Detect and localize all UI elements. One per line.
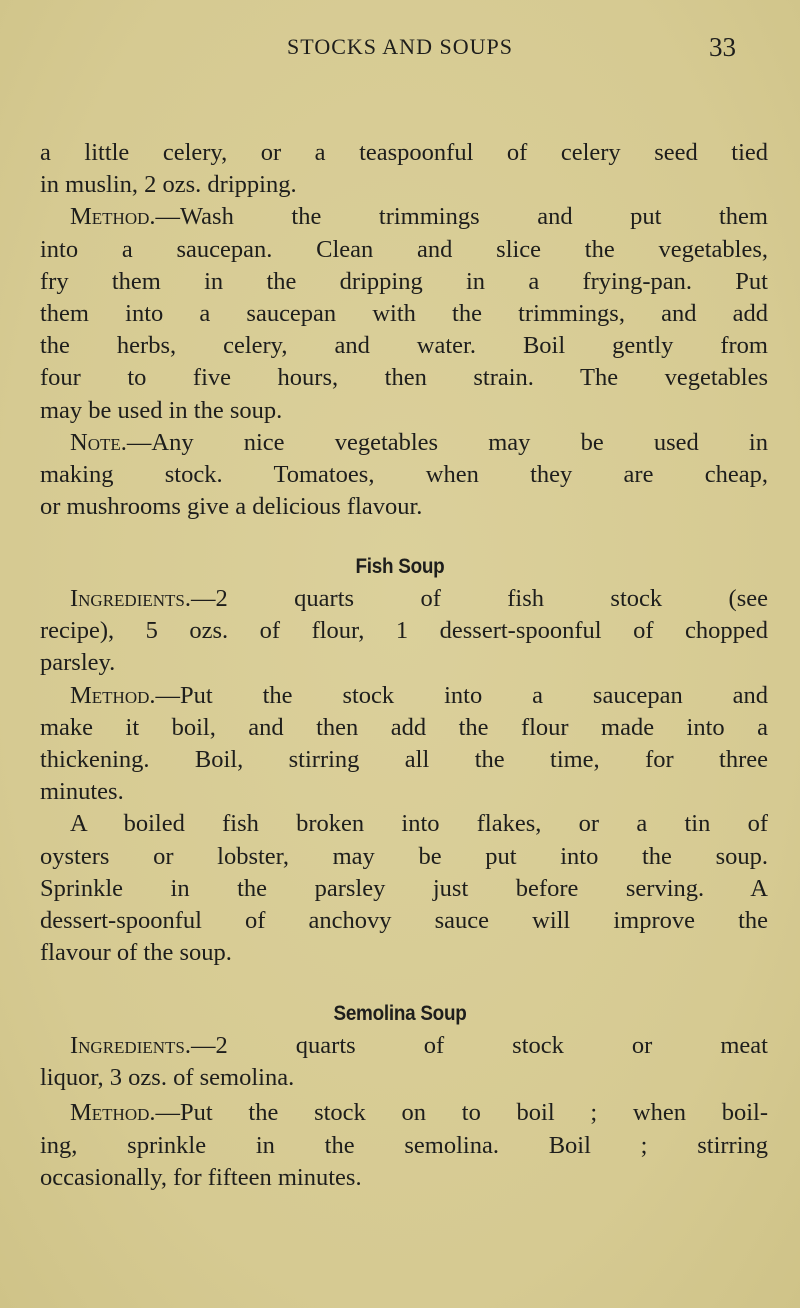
line-text: into a saucepan. Clean and slice the vegetables,	[40, 235, 768, 263]
paragraph-label: Ingredients.	[70, 1032, 191, 1059]
line-text: —Wash the trimmings and put them	[155, 203, 768, 231]
text-line	[40, 459, 768, 491]
paragraph	[40, 680, 768, 809]
section-body	[40, 1030, 768, 1194]
line-text: the herbs, celery, and water. Boil gently from	[40, 332, 768, 360]
paragraph-label: Method.	[70, 1099, 156, 1127]
line-text: fry them in the dripping in a frying-pan. Put	[40, 267, 768, 295]
line-text: liquor, 3 ozs. of semolina.	[40, 1064, 295, 1092]
line-text: four to five hours, then strain. The vegetables	[40, 364, 768, 392]
paragraph-label: Method.	[70, 681, 156, 709]
line-text: a little celery, or a teaspoonful of celery seed tied	[40, 139, 768, 166]
paragraph-label: Method.	[70, 203, 156, 231]
line-text: flavour of the soup.	[40, 939, 232, 967]
line-text: parsley.	[40, 649, 116, 677]
text-line	[40, 266, 768, 298]
text-line	[40, 298, 768, 330]
text-line	[40, 744, 768, 776]
line-text: —Put the stock into a saucepan and	[155, 681, 768, 709]
text-line	[40, 137, 768, 169]
text-line	[40, 583, 768, 615]
text-line	[40, 1130, 768, 1162]
line-text: —2 quarts of stock or meat	[191, 1032, 768, 1059]
line-text: oysters or lobster, may be put into the soup.	[40, 842, 768, 870]
line-text: occasionally, for fifteen minutes.	[40, 1163, 362, 1191]
paragraph	[40, 808, 768, 969]
text-line	[40, 1030, 768, 1062]
paragraph	[40, 583, 768, 680]
text-line	[40, 680, 768, 712]
line-text: A boiled fish broken into flakes, or a tin of	[70, 810, 768, 838]
section-body	[40, 583, 768, 969]
text-line	[40, 808, 768, 840]
text-line	[40, 1162, 768, 1194]
page-number: 33	[709, 32, 736, 62]
paragraph	[40, 427, 768, 524]
section-heading: Fish Soup	[355, 555, 445, 578]
section-heading: Semolina Soup	[333, 1002, 467, 1025]
line-text: —Put the stock on to boil ; when boil-	[155, 1099, 768, 1127]
text-line	[40, 1062, 768, 1094]
text-line	[40, 647, 768, 679]
paragraph	[40, 201, 768, 426]
line-text: Sprinkle in the parsley just before serving. A	[40, 874, 768, 902]
text-line	[40, 712, 768, 744]
text-line	[40, 427, 768, 459]
text-line	[40, 395, 768, 427]
text-line	[40, 330, 768, 362]
text-line	[40, 905, 768, 937]
section-body	[40, 137, 768, 523]
text-line	[40, 1097, 768, 1129]
line-text: may be used in the soup.	[40, 396, 283, 424]
paragraph	[40, 137, 768, 201]
line-text: making stock. Tomatoes, when they are cheap,	[40, 460, 768, 488]
line-text: —2 quarts of fish stock (see	[191, 585, 768, 612]
line-text: them into a saucepan with the trimmings, and add	[40, 299, 768, 327]
text-line	[40, 201, 768, 233]
text-line	[40, 615, 768, 647]
text-line	[40, 841, 768, 873]
paragraph	[40, 1030, 768, 1094]
text-line	[40, 491, 768, 523]
line-text: or mushrooms give a delicious flavour.	[40, 493, 423, 521]
line-text: recipe), 5 ozs. of flour, 1 dessert-spoonful of chopped	[40, 617, 768, 645]
text-line	[40, 234, 768, 266]
line-text: dessert-spoonful of anchovy sauce will improve the	[40, 906, 768, 934]
text-line	[40, 873, 768, 905]
text-line	[40, 937, 768, 969]
line-text: make it boil, and then add the flour made into a	[40, 713, 768, 741]
running-header	[0, 30, 800, 64]
paragraph-label: Ingredients.	[70, 585, 191, 612]
text-line	[40, 169, 768, 201]
line-text: in muslin, 2 ozs. dripping.	[40, 171, 297, 199]
paragraph-label: Note.	[70, 428, 127, 456]
text-line	[40, 776, 768, 808]
text-line	[40, 362, 768, 394]
line-text: minutes.	[40, 778, 124, 806]
line-text: thickening. Boil, stirring all the time, for three	[40, 745, 768, 773]
paragraph	[40, 1097, 768, 1194]
running-title: STOCKS AND SOUPS	[287, 34, 513, 59]
line-text: ing, sprinkle in the semolina. Boil ; stirring	[40, 1131, 768, 1159]
line-text: —Any nice vegetables may be used in	[126, 428, 768, 456]
